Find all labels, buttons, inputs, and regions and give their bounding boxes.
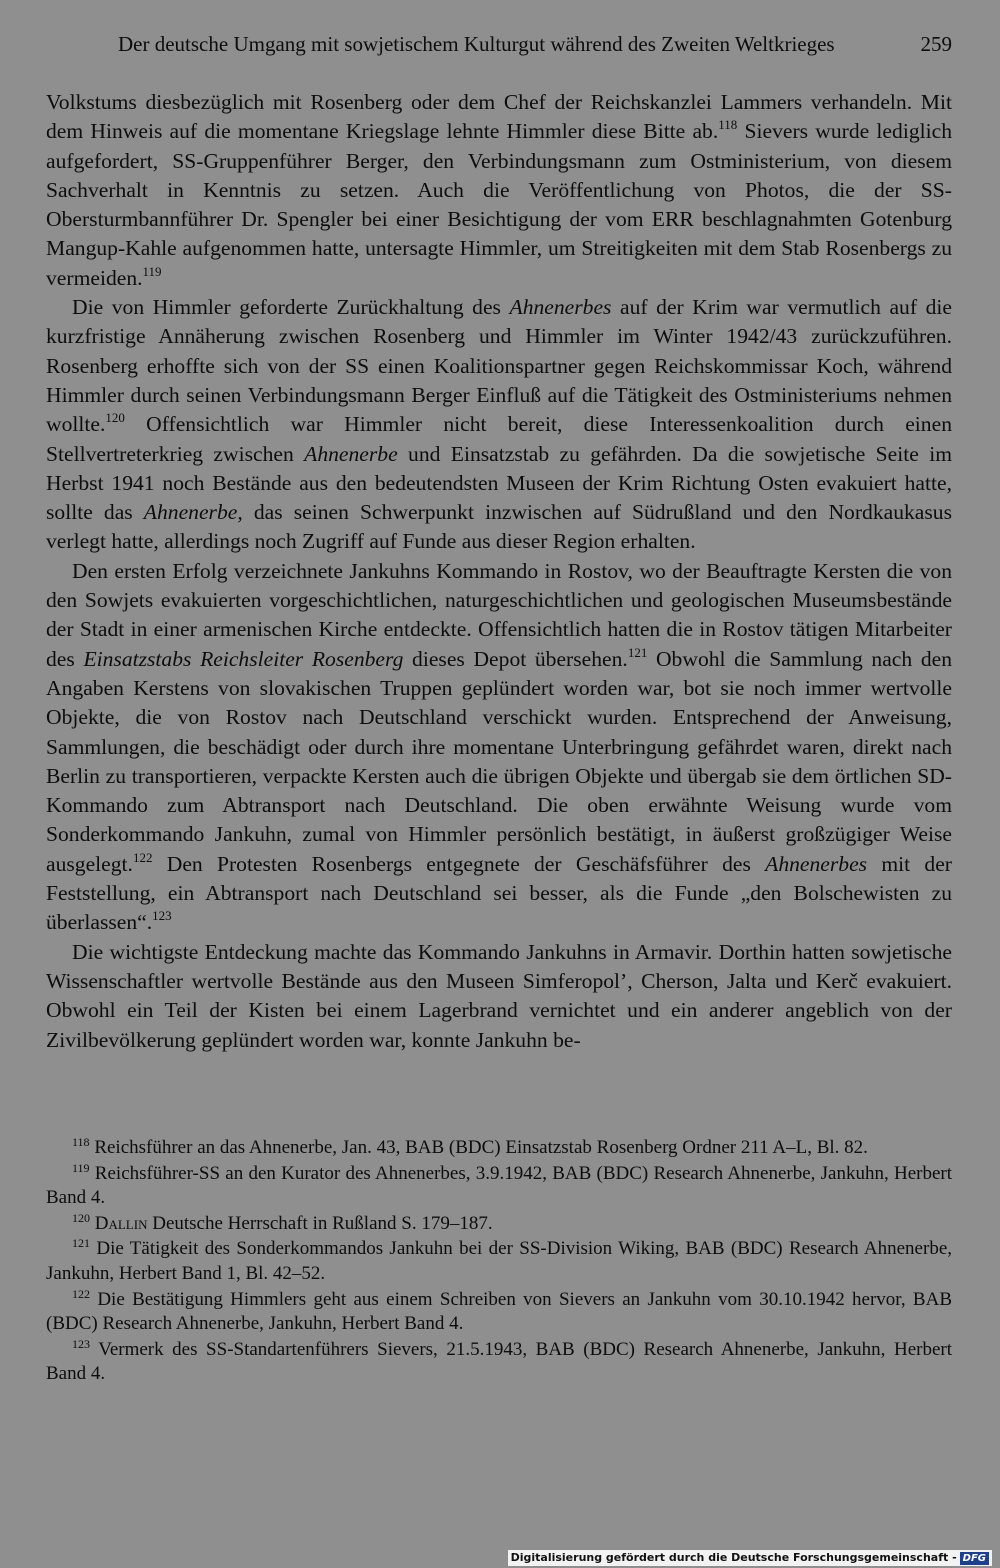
footnote-118: $^{118}$ Reichsführer an das Ahnenerbe, Jan. 43, BAB (BDC) Einsatzstab Rosenberg Ordner 211 A–L, Bl. 82. <box>72 1135 868 1158</box>
paragraph-2: Die von Himmler geforderte Zurückhaltung des Ahnenerbes auf der Krim war vermutlich auf die kurzfristige Annäherung zwischen Rosenberg und Himmler im Winter 1942/43 zurückzuführen. Rosenberg erhoffte sich von der SS einen Koalitionspartner gegen Reichskommissar Koch, während Himmler durch seinen Verbindungsmann Berger Einfluß auf die Tätigkeit des Ostministeriums nehmen wollte.$^{120}$ Offensichtlich war Himmler nicht bereit, diese Interessenkoalition durch einen Stellvertreterkrieg zwischen Ahnenerbe und Einsatzstab zu gefährden. Da die sowjetische Seite im Herbst 1941 noch Bestände aus den bedeutendsten Museen der Krim Richtung Osten evakuiert hatte, sollte das Ahnenerbe, das seinen Schwerpunkt inzwischen auf Südrußland und den Nordkaukasus verlegt hatte, allerdings noch Zugriff auf Funde aus dieser Region erhalten. <box>46 295 952 554</box>
footnote-ref-123: 123 <box>152 908 172 924</box>
credit-text: Digitalisierung gefördert durch die Deutsche Forschungsgemeinschaft - <box>510 1551 957 1564</box>
page-number: 259 <box>920 32 952 56</box>
footnote-119: $^{119}$ Reichsführer-SS an den Kurator des Ahnenerbes, 3.9.1942, BAB (BDC) Research Ahnenerbe, Jankuhn, Herbert Band 4. <box>46 1160 952 1209</box>
paragraph-4: Die wichtigste Entdeckung machte das Kommando Jankuhns in Armavir. Dorthin hatten sowjetische Wissenschaftler wertvolle Bestände aus den Museen Simferopol’, Cherson, Jalta und Kerč evakuiert. Obwohl ein Teil der Kisten bei einem Lagerbrand vernichtet und ein anderer angeblich von der Zivilbevölkerung geplündert worden war, konnte Jankuhn be- <box>46 939 952 1052</box>
italic-term: Ahnenerbe, <box>143 500 243 525</box>
footnote-122: $^{122}$ Die Bestätigung Himmlers geht aus einem Schreiben von Sievers an Jankuhn vom 30.10.1942 hervor, BAB (BDC) Research Ahnenerbe, Jankuhn, Herbert Band 4. <box>46 1286 952 1335</box>
running-title: Der deutsche Umgang mit sowjetischem Kulturgut während des Zweiten Weltkrieges <box>118 32 835 56</box>
footnote-ref-119: 119 <box>142 263 162 279</box>
paragraph-1: Volkstums diesbezüglich mit Rosenberg oder dem Chef der Reichskanzlei Lammers verhandeln. Mit dem Hinweis auf die momentane Kriegslage lehnte Himmler diese Bitte ab.$^{118}$ Sievers wurde lediglich aufgefordert, SS-Gruppenführer Berger, den Verbindungsmann zum Ostministerium, von diesem Sachverhalt in Kenntnis zu setzen. Auch die Veröffentlichung von Photos, die der SS-Obersturmbannführer Dr. Spengler bei einer Besichtigung der vom ERR beschlagnahmten Gotenburg Mangup-Kahle aufgenommen hatte, untersagte Himmler, um Streitigkeiten mit dem Stab Rosenbergs zu vermeiden.$^{119}$ <box>46 90 952 290</box>
digitization-credit <box>508 1550 992 1566</box>
italic-term: Einsatzstabs Reichsleiter Rosenberg <box>83 646 404 671</box>
italic-term: Ahnenerbe <box>304 441 398 466</box>
footnote-ref-121: 121 <box>627 644 648 660</box>
cited-author: Dallin <box>90 1212 148 1234</box>
italic-term: Ahnenerbes <box>509 295 612 320</box>
italic-term: Ahnenerbes <box>765 851 868 876</box>
footnote-120: $^{120}$ Dallin Deutsche Herrschaft in Rußland S. 179–187. <box>72 1210 493 1234</box>
body-text <box>46 88 952 1055</box>
paragraph-3: Den ersten Erfolg verzeichnete Jankuhns Kommando in Rostov, wo der Beauftragte Kersten die von den Sowjets evakuierten vorgeschichtlichen, naturgeschichtlichen und geologischen Museumsbestände der Stadt in einer armenischen Kirche entdeckte. Offensichtlich hatten die in Rostov tätigen Mitarbeiter des Einsatzstabs Reichsleiter Rosenberg dieses Depot übersehen.$^{121}$ Obwohl die Sammlung nach den Angaben Kerstens von slovakischen Truppen geplündert worden war, bot sie noch immer wertvolle Objekte, die von Rostov nach Deutschland verschickt wurden. Entsprechend der Anweisung, Sammlungen, die beschädigt oder durch ihre momentane Unterbringung gefährdet waren, direkt nach Berlin zu transportieren, verpackte Kersten auch die übrigen Objekte und übergab sie dem örtlichen SD-Kommando zum Abtransport nach Deutschland. Die oben erwähnte Weisung wurde vom Sonderkommando Jankuhn, zumal von Himmler persönlich bestätigt, in äußerst großzügiger Weise ausgelegt.$^{122}$ Den Protesten Rosenbergs entgegnete der Geschäfsführer des Ahnenerbes mit der Feststellung, ein Abtransport nach Deutschland sei besser, als die Funde „den Bolschewisten zu überlassen“.$^{123}$ <box>46 558 953 935</box>
footnote-ref-122: 122 <box>132 849 153 865</box>
footnotes <box>46 1136 952 1388</box>
footnote-ref-118: 118 <box>718 117 738 133</box>
footnote-123: $^{123}$ Vermerk des SS-Standartenführers Sievers, 21.5.1943, BAB (BDC) Research Ahnenerbe, Jankuhn, Herbert Band 4. <box>46 1336 952 1385</box>
footnote-ref-120: 120 <box>105 410 125 426</box>
dfg-logo-icon: DFG <box>960 1552 989 1565</box>
footnote-separator <box>46 1126 952 1127</box>
footnote-121: $^{121}$ Die Tätigkeit des Sonderkommandos Jankuhn bei der SS-Division Wiking, BAB (BDC) Research Ahnenerbe, Jankuhn, Herbert Band 1, Bl. 42–52. <box>46 1236 952 1284</box>
